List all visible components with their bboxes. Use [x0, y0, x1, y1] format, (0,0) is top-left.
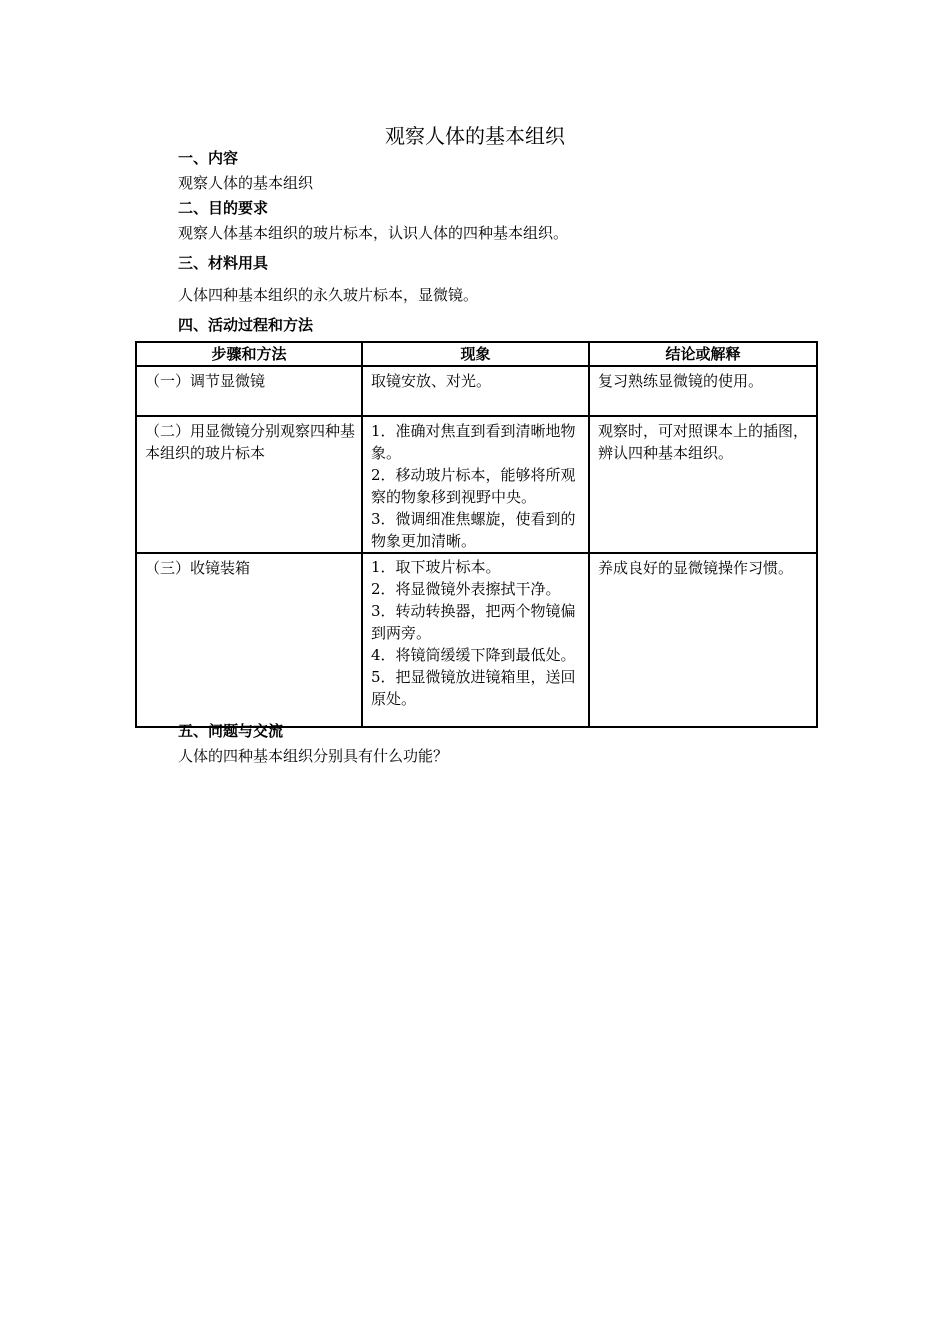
phenomena-line: 1．取下玻片标本。 — [371, 558, 501, 576]
phenomena-cell — [362, 553, 589, 727]
section-2-text: 观察人体基本组织的玻片标本，认识人体的四种基本组织。 — [178, 224, 569, 242]
header-phenomena: 现象 — [362, 342, 589, 366]
conclusion-cell: 观察时，可对照课本上的插图，辨认四种基本组织。 — [589, 416, 817, 553]
section-1-heading: 一、内容 — [178, 149, 239, 167]
phenomena-cell — [362, 416, 589, 553]
table-row — [136, 366, 817, 416]
section-2-heading: 二、目的要求 — [178, 199, 269, 217]
table-header-row — [136, 342, 817, 366]
section-1-text: 观察人体的基本组织 — [178, 174, 314, 192]
page-title: 观察人体的基本组织 — [385, 124, 565, 148]
section-3-text: 人体四种基本组织的永久玻片标本，显微镜。 — [178, 286, 479, 304]
header-steps: 步骤和方法 — [136, 342, 362, 366]
section-5-heading: 五、问题与交流 — [178, 722, 284, 740]
phenomena-line: 取镜安放、对光。 — [371, 372, 492, 390]
conclusion-cell: 复习熟练显微镜的使用。 — [589, 366, 817, 416]
phenomena-cell — [362, 366, 589, 416]
phenomena-line: 2．将显微镜外表擦拭干净。 — [371, 580, 561, 598]
section-5-text: 人体的四种基本组织分别具有什么功能？ — [178, 747, 449, 765]
activity-table — [135, 341, 818, 728]
phenomena-line: 2．移动玻片标本，能够将所观察的物象移到视野中央。 — [371, 466, 576, 506]
section-3-heading: 三、材料用具 — [178, 254, 269, 272]
step-cell: （二）用显微镜分别观察四种基本组织的玻片标本 — [136, 416, 362, 553]
step-cell: （三）收镜装箱 — [136, 553, 362, 727]
phenomena-line: 3．微调细准焦螺旋，使看到的物象更加清晰。 — [371, 510, 576, 550]
header-conclusion: 结论或解释 — [589, 342, 817, 366]
table-row — [136, 553, 817, 727]
phenomena-line: 1．准确对焦直到看到清晰地物象。 — [371, 422, 576, 462]
step-cell: （一）调节显微镜 — [136, 366, 362, 416]
section-4-heading: 四、活动过程和方法 — [178, 316, 314, 334]
phenomena-line: 4．将镜筒缓缓下降到最低处。 — [371, 646, 576, 664]
table-row — [136, 416, 817, 553]
phenomena-line: 3．转动转换器，把两个物镜偏到两旁。 — [371, 602, 576, 642]
phenomena-line: 5．把显微镜放进镜箱里，送回原处。 — [371, 668, 576, 708]
conclusion-cell: 养成良好的显微镜操作习惯。 — [589, 553, 817, 727]
